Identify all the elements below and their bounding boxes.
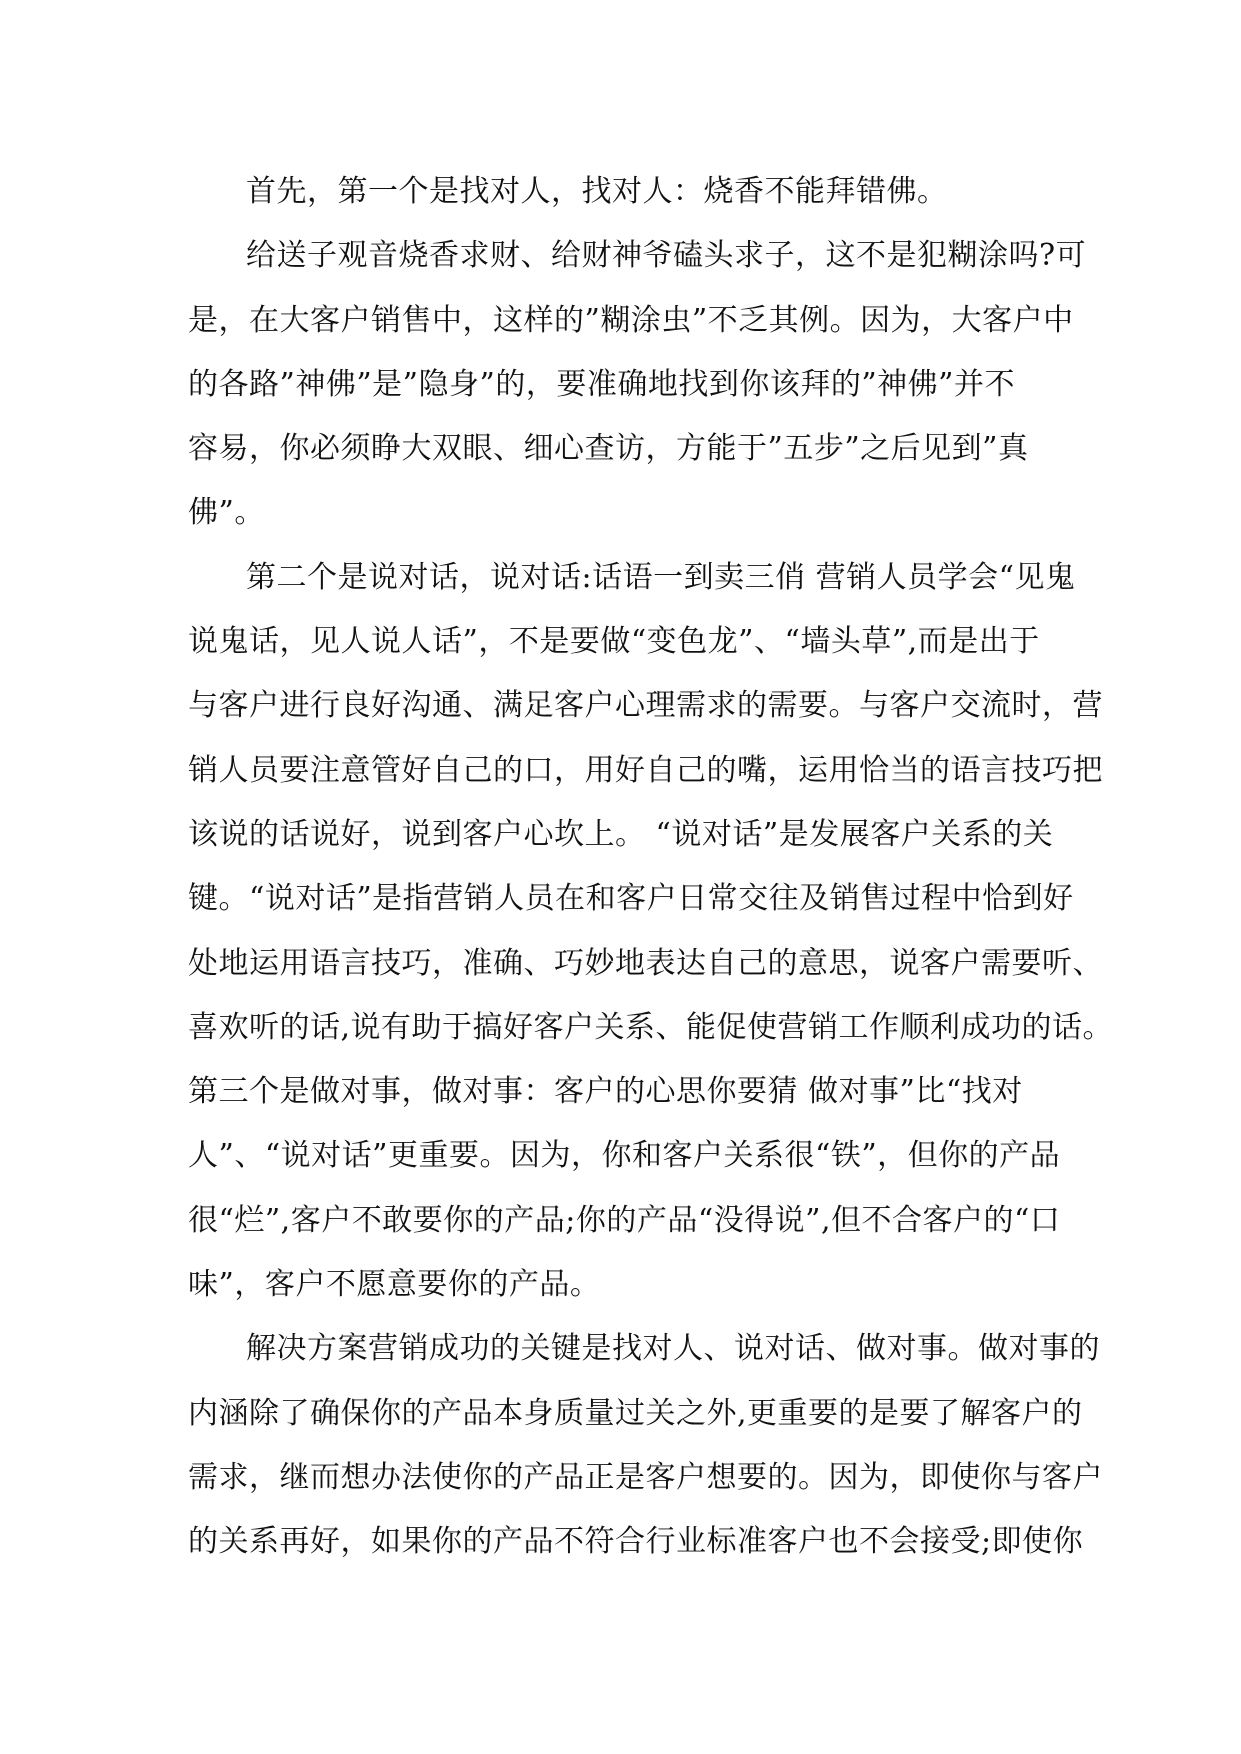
paragraph-line: 味”，客户不愿意要你的产品。 — [188, 1267, 601, 1303]
paragraph-line: 的各路”神佛”是”隐身”的，要准确地找到你该拜的”神佛”并不 — [188, 366, 1016, 402]
paragraph-line: 佛”。 — [188, 495, 265, 531]
paragraph-line: 该说的话说好，说到客户心坎上。 “说对话”是发展客户关系的关 — [188, 816, 1054, 852]
paragraph-line: 键。“说对话”是指营销人员在和客户日常交往及销售过程中恰到好 — [188, 881, 1074, 917]
paragraph-line: 解决方案营销成功的关键是找对人、说对话、做对事。做对事的 — [246, 1331, 1100, 1367]
paragraph-line: 说鬼话，见人说人话”，不是要做“变色龙”、“墙头草”,而是出于 — [188, 624, 1040, 660]
paragraph-line: 很“烂”,客户不敢要你的产品;你的产品“没得说”,但不合客户的“口 — [188, 1202, 1061, 1238]
paragraph-line: 喜欢听的话,说有助于搞好客户关系、能促使营销工作顺利成功的话。 — [188, 1009, 1114, 1045]
paragraph-line: 与客户进行良好沟通、满足客户心理需求的需要。与客户交流时，营 — [188, 688, 1103, 724]
paragraph-line: 第二个是说对话，说对话:话语一到卖三俏 营销人员学会“见鬼 — [246, 559, 1076, 595]
paragraph-line: 是，在大客户销售中，这样的”糊涂虫”不乏其例。因为，大客户中 — [188, 302, 1074, 338]
paragraph-line: 人”、“说对话”更重要。因为，你和客户关系很“铁”，但你的产品 — [188, 1138, 1061, 1174]
paragraph-line: 第三个是做对事，做对事：客户的心思你要猜 做对事”比“找对 — [188, 1074, 1023, 1110]
paragraph-line: 处地运用语言技巧，准确、巧妙地表达自己的意思，说客户需要听、 — [188, 945, 1103, 981]
paragraph-line: 容易，你必须睁大双眼、细心查访，方能于”五步”之后见到”真 — [188, 431, 1029, 467]
document-body — [188, 160, 1114, 1575]
paragraph-line: 内涵除了确保你的产品本身质量过关之外,更重要的是要了解客户的 — [188, 1395, 1083, 1431]
paragraph-line: 的关系再好，如果你的产品不符合行业标准客户也不会接受;即使你 — [188, 1524, 1084, 1560]
paragraph-line: 需求，继而想办法使你的产品正是客户想要的。因为，即使你与客户 — [188, 1459, 1103, 1495]
paragraph-line: 首先，第一个是找对人，找对人：烧香不能拜错佛。 — [246, 174, 948, 209]
paragraph-line: 给送子观音烧香求财、给财神爷磕头求子，这不是犯糊涂吗?可 — [246, 238, 1087, 274]
paragraph-line: 销人员要注意管好自己的口，用好自己的嘴，运用恰当的语言技巧把 — [188, 752, 1103, 788]
